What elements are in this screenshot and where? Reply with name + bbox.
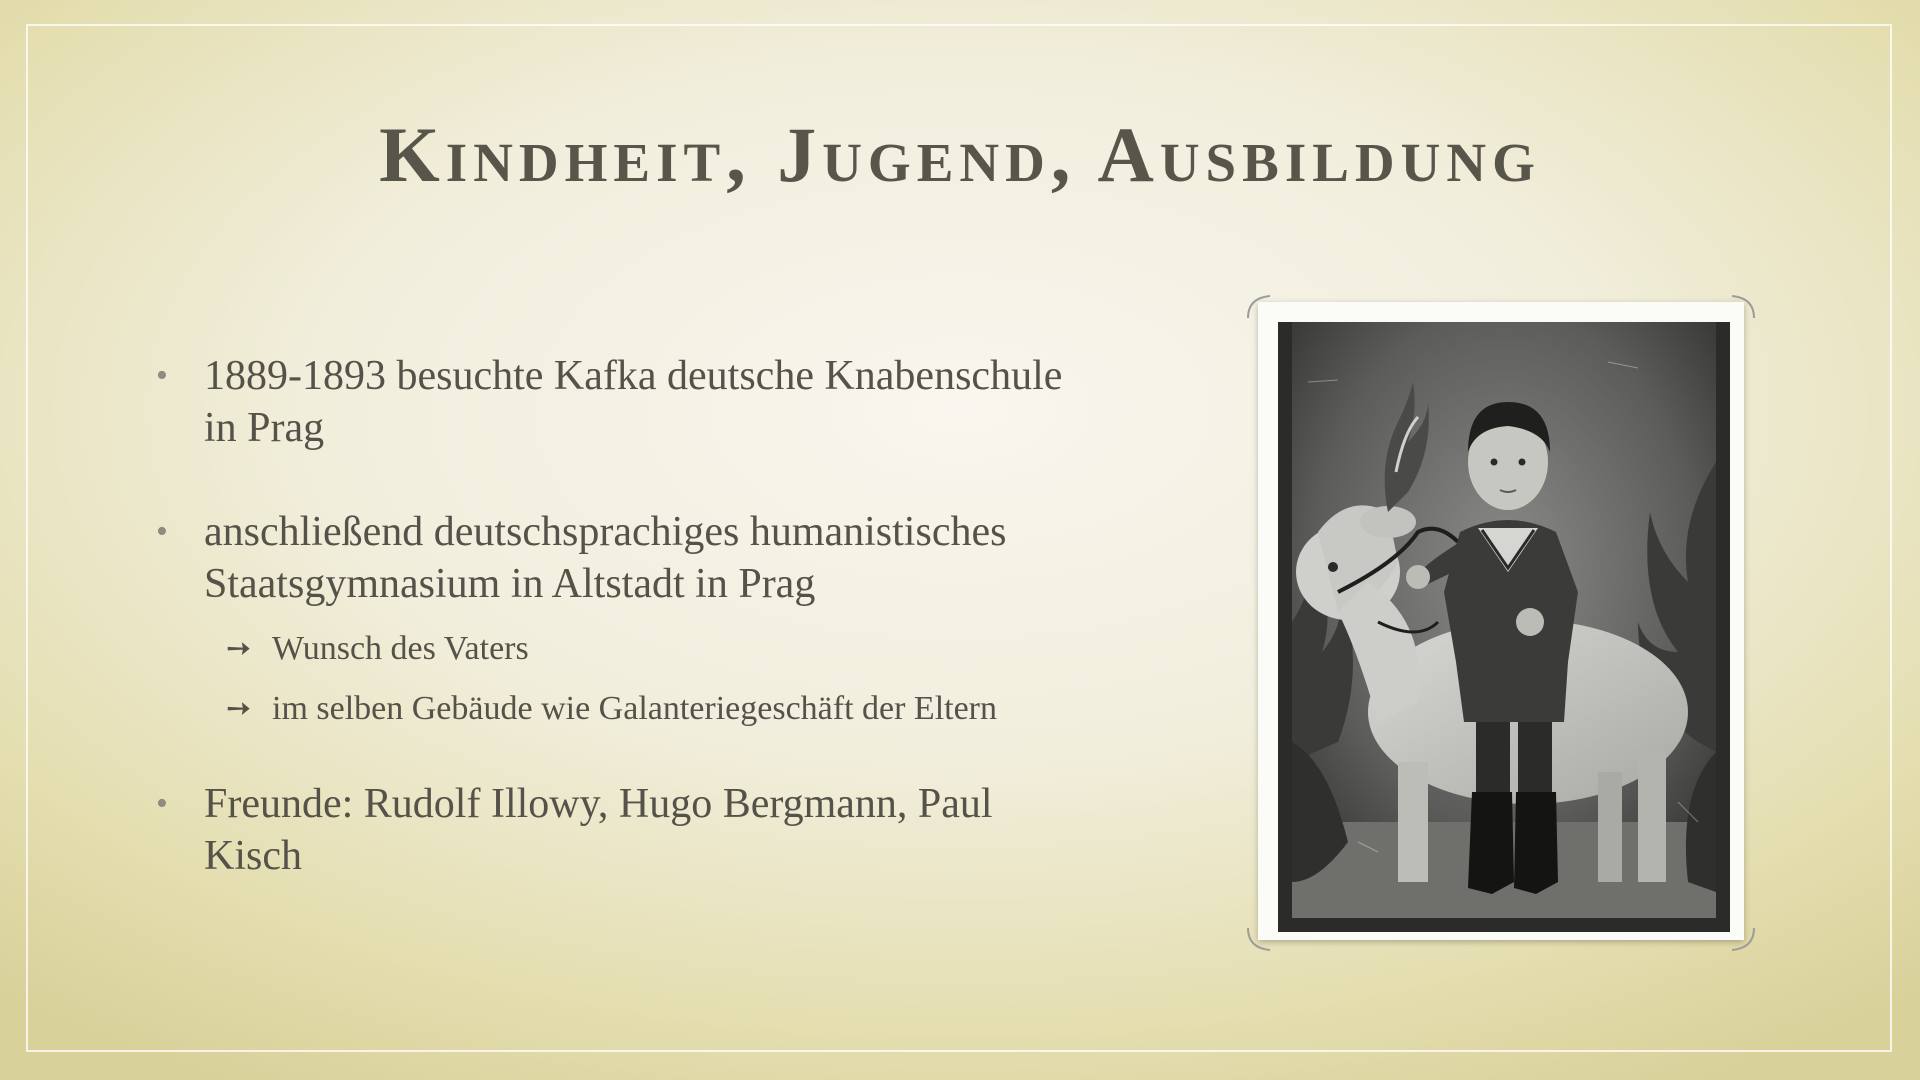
photo-corner-icon <box>1246 294 1272 320</box>
bullet-dot: • <box>156 785 168 822</box>
bullet-dot: • <box>156 357 168 394</box>
bullet-text-line: anschließend deutschsprachiges humanistisches <box>204 509 1007 555</box>
bullet-text-line: Freunde: Rudolf Illowy, Hugo Bergmann, Paul <box>204 781 993 827</box>
sub-bullet-text: im selben Gebäude wie Galanteriegeschäft der Eltern <box>272 690 998 727</box>
bullet-text-line: in Prag <box>204 405 325 451</box>
photo-corner-icon <box>1730 926 1756 952</box>
bullet-text-line: 1889-1893 besuchte Kafka deutsche Knabenschule <box>204 353 1063 399</box>
slide-title: Kindheit, Jugend, Ausbildung <box>379 111 1541 198</box>
bullet-text-line: Kisch <box>204 833 302 879</box>
vintage-photo-boy-with-toy-sheep <box>1278 322 1730 932</box>
bullet-dot: • <box>156 513 168 550</box>
photo-card <box>1258 302 1744 940</box>
photo-frame <box>1246 294 1756 952</box>
bullet-list <box>150 350 1180 882</box>
sub-bullet-text: Wunsch des Vaters <box>272 630 529 667</box>
bullet-item <box>150 350 1180 454</box>
bullet-text-line: Staatsgymnasium in Altstadt in Prag <box>204 561 816 607</box>
bullet-item <box>150 778 1180 882</box>
arrow-icon: ➙ <box>226 692 252 725</box>
sub-bullet-item <box>150 628 1180 670</box>
arrow-icon: ➙ <box>226 632 252 665</box>
sub-bullet-item <box>150 688 1180 730</box>
photo-corner-icon <box>1246 926 1272 952</box>
photo-corner-icon <box>1730 294 1756 320</box>
bullet-item <box>150 506 1180 610</box>
